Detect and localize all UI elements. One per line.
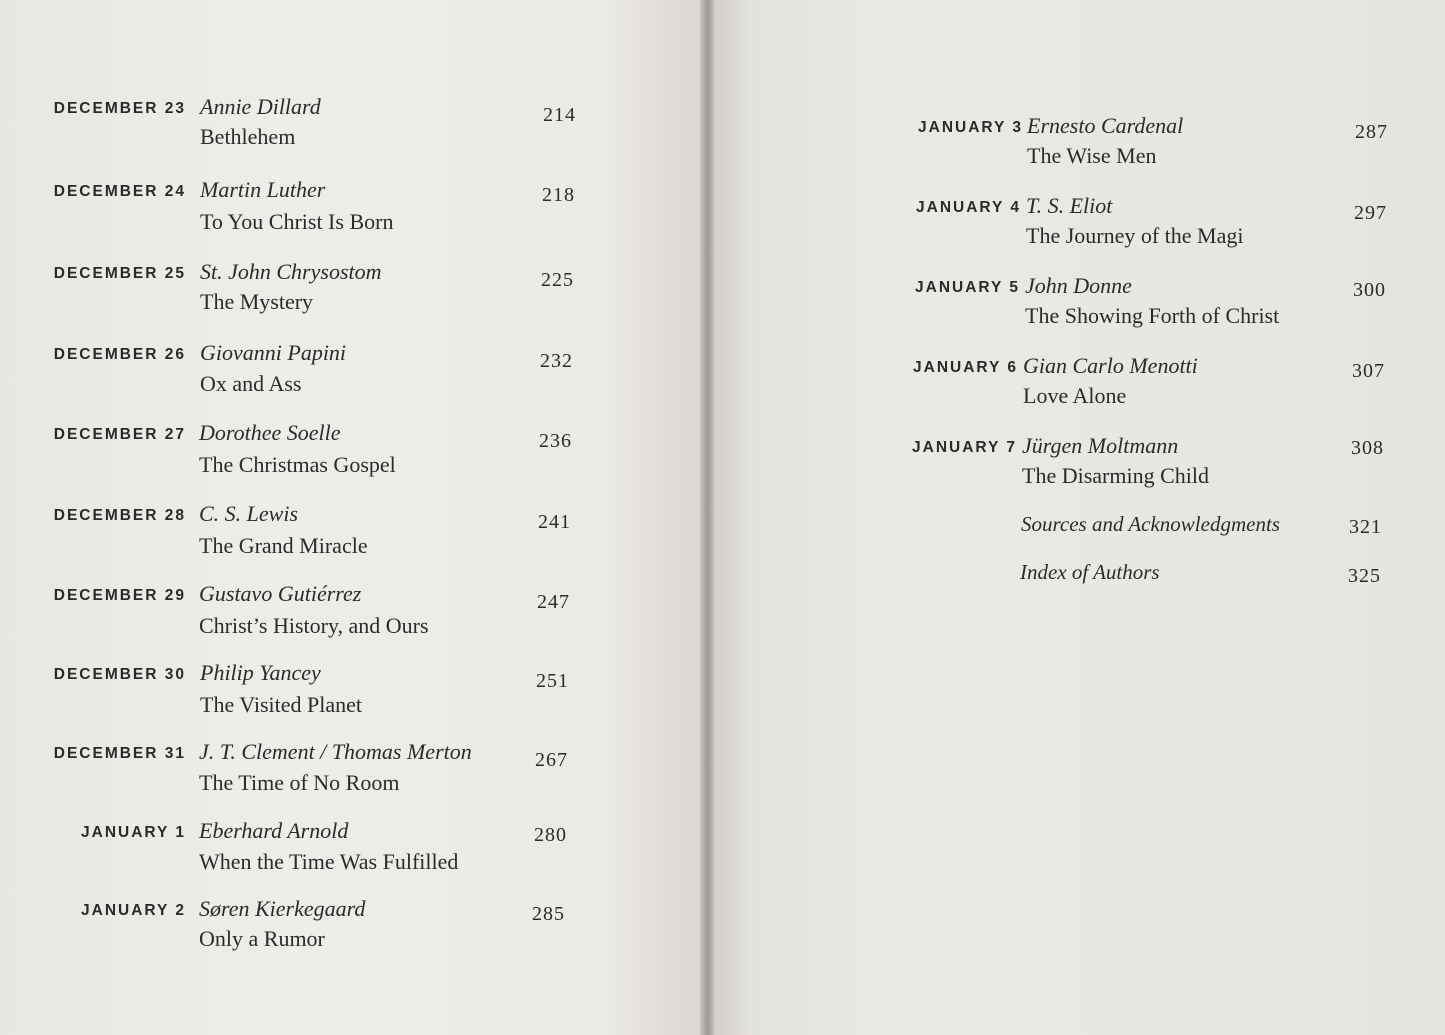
entry-date: JANUARY 3 [918, 119, 1023, 136]
entry-date: JANUARY 6 [913, 359, 1018, 376]
entry-title: The Mystery [200, 289, 314, 314]
toc-entry [0, 583, 708, 653]
entry-author: C. S. Lewis [199, 501, 299, 526]
entry-date: DECEMBER 28 [53, 507, 186, 524]
entry-title: Christ’s History, and Ours [199, 613, 429, 638]
entry-page-number: 285 [532, 903, 565, 925]
toc-entry [0, 662, 708, 732]
entry-title: Only a Rumor [199, 926, 325, 951]
entry-author: T. S. Eliot [1026, 193, 1113, 218]
entry-date: JANUARY 4 [916, 199, 1021, 216]
book-gutter [700, 0, 714, 1035]
entry-author: Gustavo Gutiérrez [199, 581, 362, 606]
toc-entry [0, 820, 708, 890]
entry-date: DECEMBER 25 [53, 265, 186, 282]
toc-back-matter-item [708, 560, 1445, 600]
entry-author: Søren Kierkegaard [199, 896, 366, 921]
entry-title: Love Alone [1023, 383, 1127, 408]
entry-page-number: 300 [1353, 279, 1386, 301]
entry-date: DECEMBER 29 [53, 587, 186, 604]
entry-page-number: 297 [1354, 202, 1387, 224]
entry-date: DECEMBER 26 [53, 346, 186, 363]
toc-entry [0, 741, 708, 811]
entry-author: Jürgen Moltmann [1022, 433, 1179, 458]
entry-page-number: 267 [535, 749, 568, 771]
entry-author: Ernesto Cardenal [1027, 113, 1184, 138]
entry-title: The Journey of the Magi [1026, 223, 1244, 248]
toc-entry [708, 275, 1445, 345]
left-page [0, 0, 708, 1035]
entry-author: Eberhard Arnold [199, 818, 349, 843]
entry-author: Philip Yancey [200, 660, 321, 685]
entry-date: JANUARY 7 [912, 439, 1017, 456]
toc-entry [0, 898, 708, 968]
entry-page-number: 236 [539, 430, 572, 452]
entry-author: J. T. Clement / Thomas Merton [199, 739, 472, 764]
entry-title: The Wise Men [1027, 143, 1157, 168]
toc-entry [708, 355, 1445, 425]
entry-title: The Showing Forth of Christ [1025, 303, 1280, 328]
entry-date: JANUARY 5 [915, 279, 1020, 296]
entry-page-number: 251 [536, 670, 569, 692]
entry-date: DECEMBER 24 [53, 183, 186, 200]
entry-author: St. John Chrysostom [200, 259, 382, 284]
entry-date: JANUARY 2 [81, 902, 186, 919]
back-matter-title: Sources and Acknowledgments [1021, 512, 1280, 536]
entry-title: The Disarming Child [1022, 463, 1209, 488]
toc-back-matter-item [708, 512, 1445, 552]
entry-title: The Visited Planet [200, 692, 363, 717]
entry-date: DECEMBER 27 [53, 426, 186, 443]
entry-title: The Christmas Gospel [199, 452, 396, 477]
entry-page-number: 287 [1355, 121, 1388, 143]
entry-author: John Donne [1025, 273, 1132, 298]
entry-author: Giovanni Papini [200, 340, 347, 365]
entry-date: DECEMBER 30 [53, 666, 186, 683]
entry-title: The Grand Miracle [199, 533, 368, 558]
entry-title: When the Time Was Fulfilled [199, 849, 459, 874]
toc-entry [0, 422, 708, 492]
entry-author: Gian Carlo Menotti [1023, 353, 1198, 378]
entry-title: The Time of No Room [199, 770, 400, 795]
toc-entry [0, 503, 708, 573]
toc-entry [708, 435, 1445, 505]
toc-entry [0, 96, 708, 166]
entry-page-number: 218 [542, 184, 575, 206]
back-matter-title: Index of Authors [1020, 560, 1160, 584]
toc-entry [0, 179, 708, 249]
entry-page-number: 308 [1351, 437, 1384, 459]
entry-page-number: 280 [534, 824, 567, 846]
entry-date: DECEMBER 23 [53, 100, 186, 117]
toc-entry [708, 195, 1445, 265]
entry-date: JANUARY 1 [81, 824, 186, 841]
entry-page-number: 321 [1349, 516, 1382, 538]
toc-entry [0, 261, 708, 331]
entry-title: To You Christ Is Born [200, 209, 394, 234]
entry-author: Annie Dillard [200, 94, 321, 119]
toc-entry [708, 115, 1445, 185]
entry-date: DECEMBER 31 [53, 745, 186, 762]
entry-page-number: 214 [543, 104, 576, 126]
entry-page-number: 247 [537, 591, 570, 613]
entry-page-number: 225 [541, 269, 574, 291]
entry-page-number: 232 [540, 350, 573, 372]
entry-page-number: 307 [1352, 360, 1385, 382]
entry-title: Ox and Ass [200, 371, 302, 396]
toc-entry [0, 342, 708, 412]
entry-page-number: 241 [538, 511, 571, 533]
entry-author: Martin Luther [200, 177, 326, 202]
right-page [708, 0, 1445, 1035]
entry-title: Bethlehem [200, 124, 296, 149]
entry-author: Dorothee Soelle [199, 420, 341, 445]
entry-page-number: 325 [1348, 565, 1381, 587]
